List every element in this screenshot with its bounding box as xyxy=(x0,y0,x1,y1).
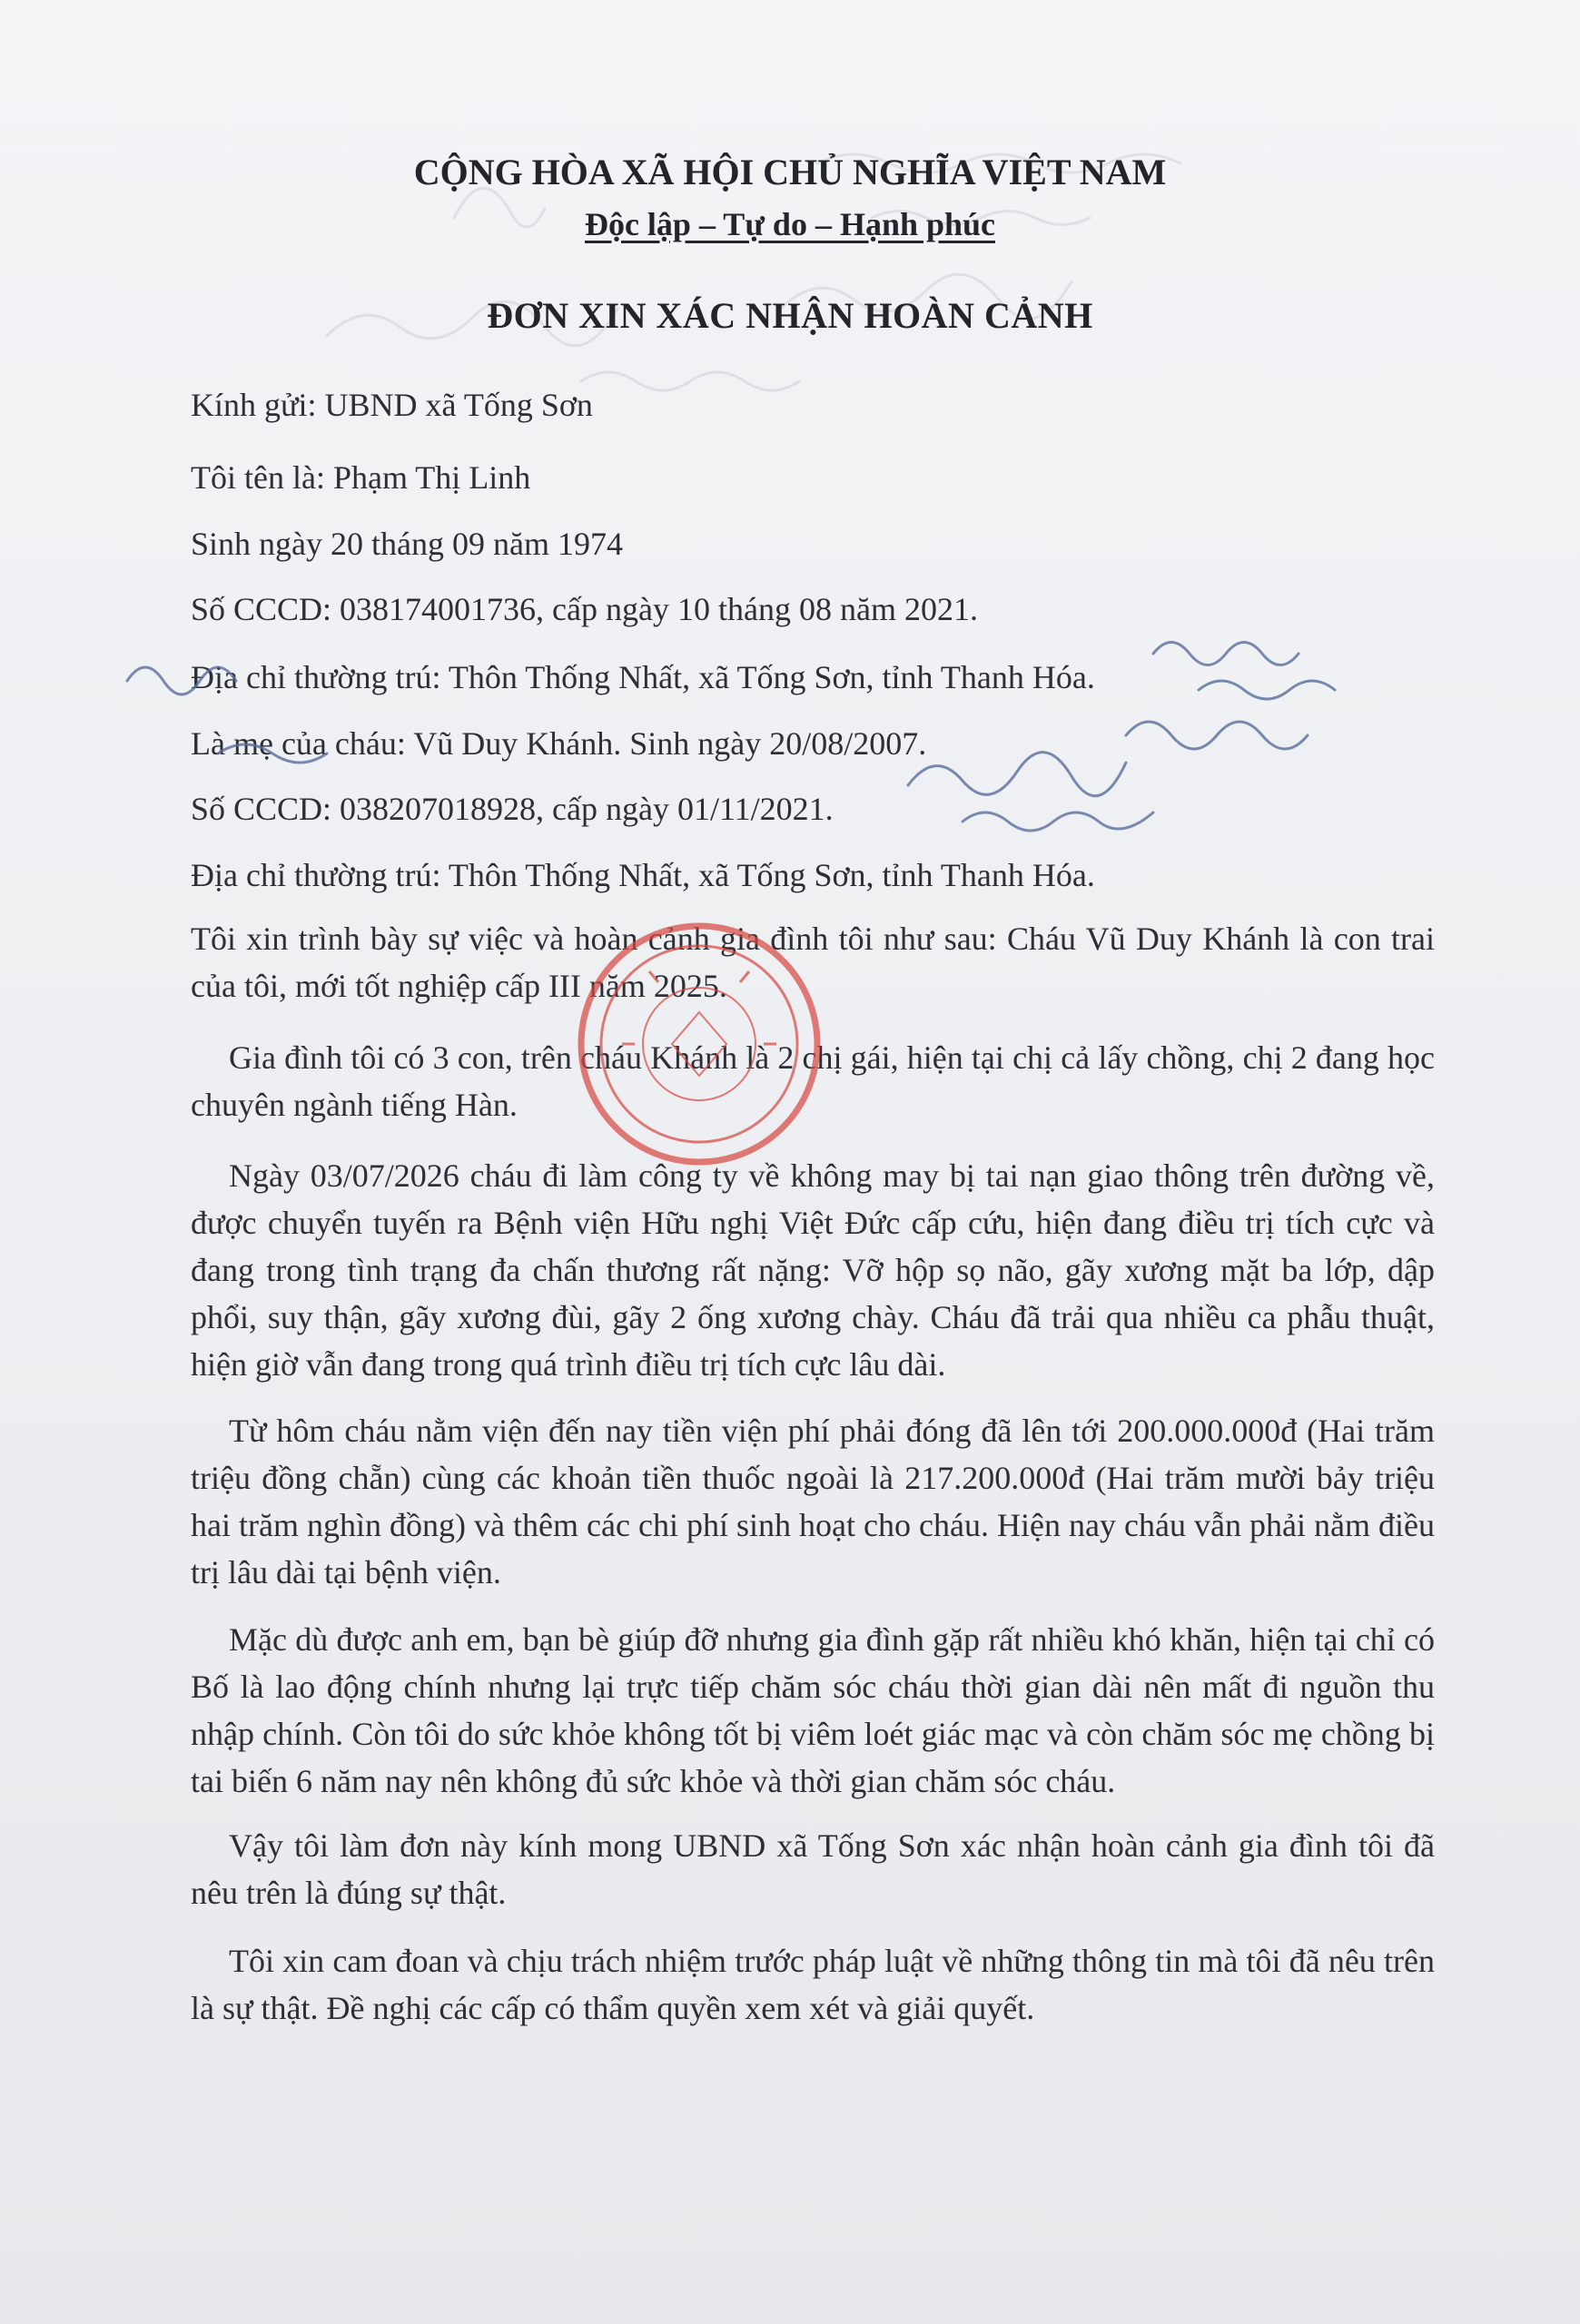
child-line: Là mẹ của cháu: Vũ Duy Khánh. Sinh ngày 20/08/2007. xyxy=(191,725,927,762)
motto-heading: Độc lập – Tự do – Hạnh phúc xyxy=(584,206,996,242)
applicant-id-line: Số CCCD: 038174001736, cấp ngày 10 tháng 08 năm 2021. xyxy=(191,591,978,627)
paragraph-request: Vậy tôi làm đơn này kính mong UBND xã Tống Sơn xác nhận hoàn cảnh gia đình tôi đã nêu trên là đúng sự thật. xyxy=(191,1827,1435,1911)
paragraph-commitment: Tôi xin cam đoan và chịu trách nhiệm trước pháp luật về những thông tin mà tôi đã nêu trên là sự thật. Đề nghị các cấp có thẩm quyền xem xét và giải quyết. xyxy=(191,1943,1435,2026)
child-address-line: Địa chỉ thường trú: Thôn Thống Nhất, xã Tống Sơn, tỉnh Thanh Hóa. xyxy=(191,857,1095,893)
nation-heading: CỘNG HÒA XÃ HỘI CHỦ NGHĨA VIỆT NAM xyxy=(413,152,1167,192)
document-title: ĐƠN XIN XÁC NHẬN HOÀN CẢNH xyxy=(487,295,1093,336)
paragraph-introduction: Tôi xin trình bày sự việc và hoàn cảnh gia đình tôi như sau: Cháu Vũ Duy Khánh là con trai của tôi, mới tốt nghiệp cấp III năm 2025. xyxy=(191,921,1435,1004)
paragraph-family: Gia đình tôi có 3 con, trên cháu Khánh là 2 chị gái, hiện tại chị cả lấy chồng, chị 2 đang học chuyên ngành tiếng Hàn. xyxy=(191,1039,1435,1123)
child-id-line: Số CCCD: 038207018928, cấp ngày 01/11/2021. xyxy=(191,791,834,827)
applicant-name-line: Tôi tên là: Phạm Thị Linh xyxy=(191,459,531,496)
paragraph-hardship: Mặc dù được anh em, bạn bè giúp đỡ nhưng gia đình gặp rất nhiều khó khăn, hiện tại chỉ có Bố là lao động chính nhưng lại trực tiếp chăm sóc cháu thời gian dài nên mất đi nguồn thu nhập chính. Còn tôi do sức khỏe không tốt bị viêm loét giác mạc và còn chăm sóc mẹ chồng bị tai biến 6 năm nay nên không đủ sức khỏe và thời gian chăm sóc cháu. xyxy=(191,1621,1435,1799)
applicant-birth-line: Sinh ngày 20 tháng 09 năm 1974 xyxy=(191,526,623,562)
paragraph-accident: Ngày 03/07/2026 cháu đi làm công ty về không may bị tai nạn giao thông trên đường về, được chuyển tuyến ra Bệnh viện Hữu nghị Việt Đức cấp cứu, hiện đang điều trị tích cực và đang trong tình trạng đa chấn thương rất nặng: Vỡ hộp sọ não, gãy xương mặt ba lớp, dập phổi, suy thận, gãy xương đùi, gãy 2 ống xương chày. Cháu đã trải qua nhiều ca phẫu thuật, hiện giờ vẫn đang trong quá trình điều trị tích cực lâu dài. xyxy=(191,1157,1435,1383)
recipient-line: Kính gửi: UBND xã Tống Sơn xyxy=(191,387,593,423)
applicant-address-line: Địa chỉ thường trú: Thôn Thống Nhất, xã Tống Sơn, tỉnh Thanh Hóa. xyxy=(191,659,1095,695)
paragraph-costs: Từ hôm cháu nằm viện đến nay tiền viện phí phải đóng đã lên tới 200.000.000đ (Hai trăm triệu đồng chẵn) cùng các khoản tiền thuốc ngoài là 217.200.000đ (Hai trăm mười bảy triệu hai trăm nghìn đồng) và thêm các chi phí sinh hoạt cho cháu. Hiện nay cháu vẫn phải nằm điều trị lâu dài tại bệnh viện. xyxy=(191,1413,1435,1590)
